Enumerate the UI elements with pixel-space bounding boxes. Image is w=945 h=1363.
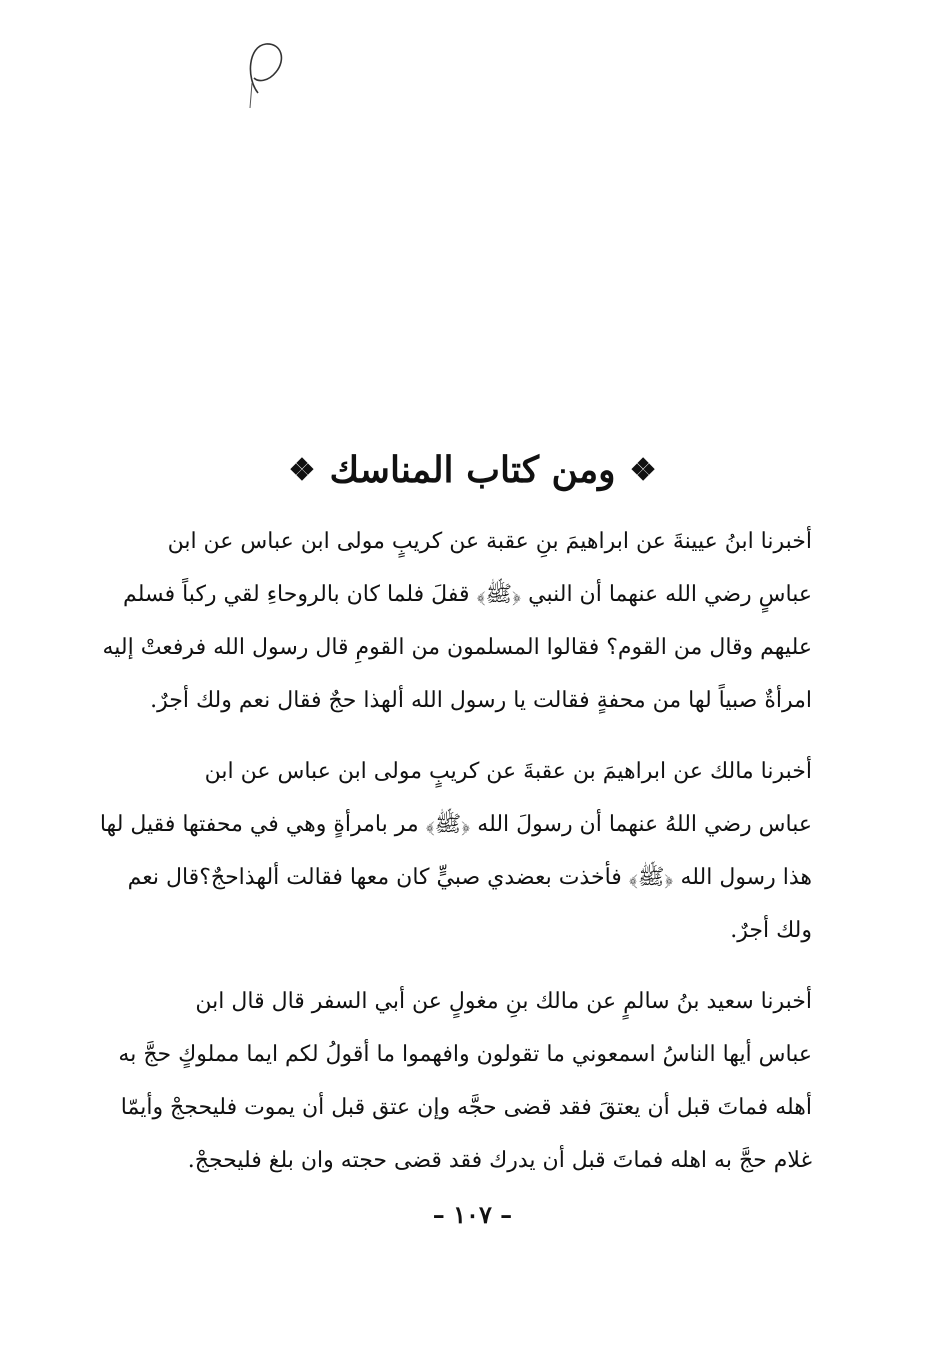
text-line: أهله فماتَ قبل أن يعتقَ فقد قضى حجَّه وإن عتق قبل أن يموت فليحججْ وأيمّا	[120, 1095, 812, 1120]
paragraph	[102, 515, 812, 727]
text-line: أخبرنا سعيد بنُ سالمٍ عن مالك بنِ مغولٍ عن أبي السفر قال قال ابن	[195, 989, 812, 1014]
paragraph	[99, 745, 812, 957]
text-line: عليهم وقال من القوم؟ فقالوا المسلمون من القومِ قال رسول الله فرفعتْ إليه	[102, 635, 812, 660]
text-line: ولك أجرٌ.	[730, 918, 812, 943]
page-number: – ١٠٧ –	[432, 1200, 513, 1229]
ornament-left: ❖	[288, 452, 316, 488]
text-line: أخبرنا ابنُ عيينةَ عن ابراهيمَ بنِ عقبة عن كريبٍ مولى ابن عباس عن ابن	[167, 529, 812, 554]
text-line: عباس أيها الناسُ اسمعوني ما تقولون وافهموا ما أقولُ لكم ايما مملوكٍ حجَّ به	[118, 1042, 812, 1067]
handwritten-mark-icon	[236, 38, 296, 118]
document-body	[99, 515, 812, 1205]
page-title: ومن كتاب المناسك	[329, 449, 616, 491]
text-line: عباسٍ رضي الله عنهما أن النبي ﴿ﷺ﴾ قفلَ فلما كان بالروحاءِ لقي ركباً فسلم	[123, 582, 812, 607]
paragraph	[118, 975, 812, 1187]
chapter-title	[0, 440, 945, 500]
text-line: امرأةٌ صبياً لها من محفةٍ فقالت يا رسول الله ألهذا حجٌ فقال نعم ولك أجرٌ.	[150, 688, 812, 713]
ornament-right: ❖	[629, 452, 657, 488]
text-line: هذا رسول الله ﴿ﷺ﴾ فأخذت بعضدي صبيٍّ كان معها فقالت ألهذاحجٌ؟قال نعم	[127, 865, 812, 890]
text-line: عباس رضي اللهُ عنهما أن رسولَ الله ﴿ﷺ﴾ مر بامرأةٍ وهي في محفتها فقيل لها	[99, 812, 812, 837]
text-line: أخبرنا مالك عن ابراهيمَ بن عقبةَ عن كريبٍ مولى ابن عباس عن ابن	[204, 759, 812, 784]
text-line: غلام حجَّ به اهله فماتَ قبل أن يدرك فقد قضى حجته وان بلغ فليحججْ.	[187, 1148, 812, 1173]
